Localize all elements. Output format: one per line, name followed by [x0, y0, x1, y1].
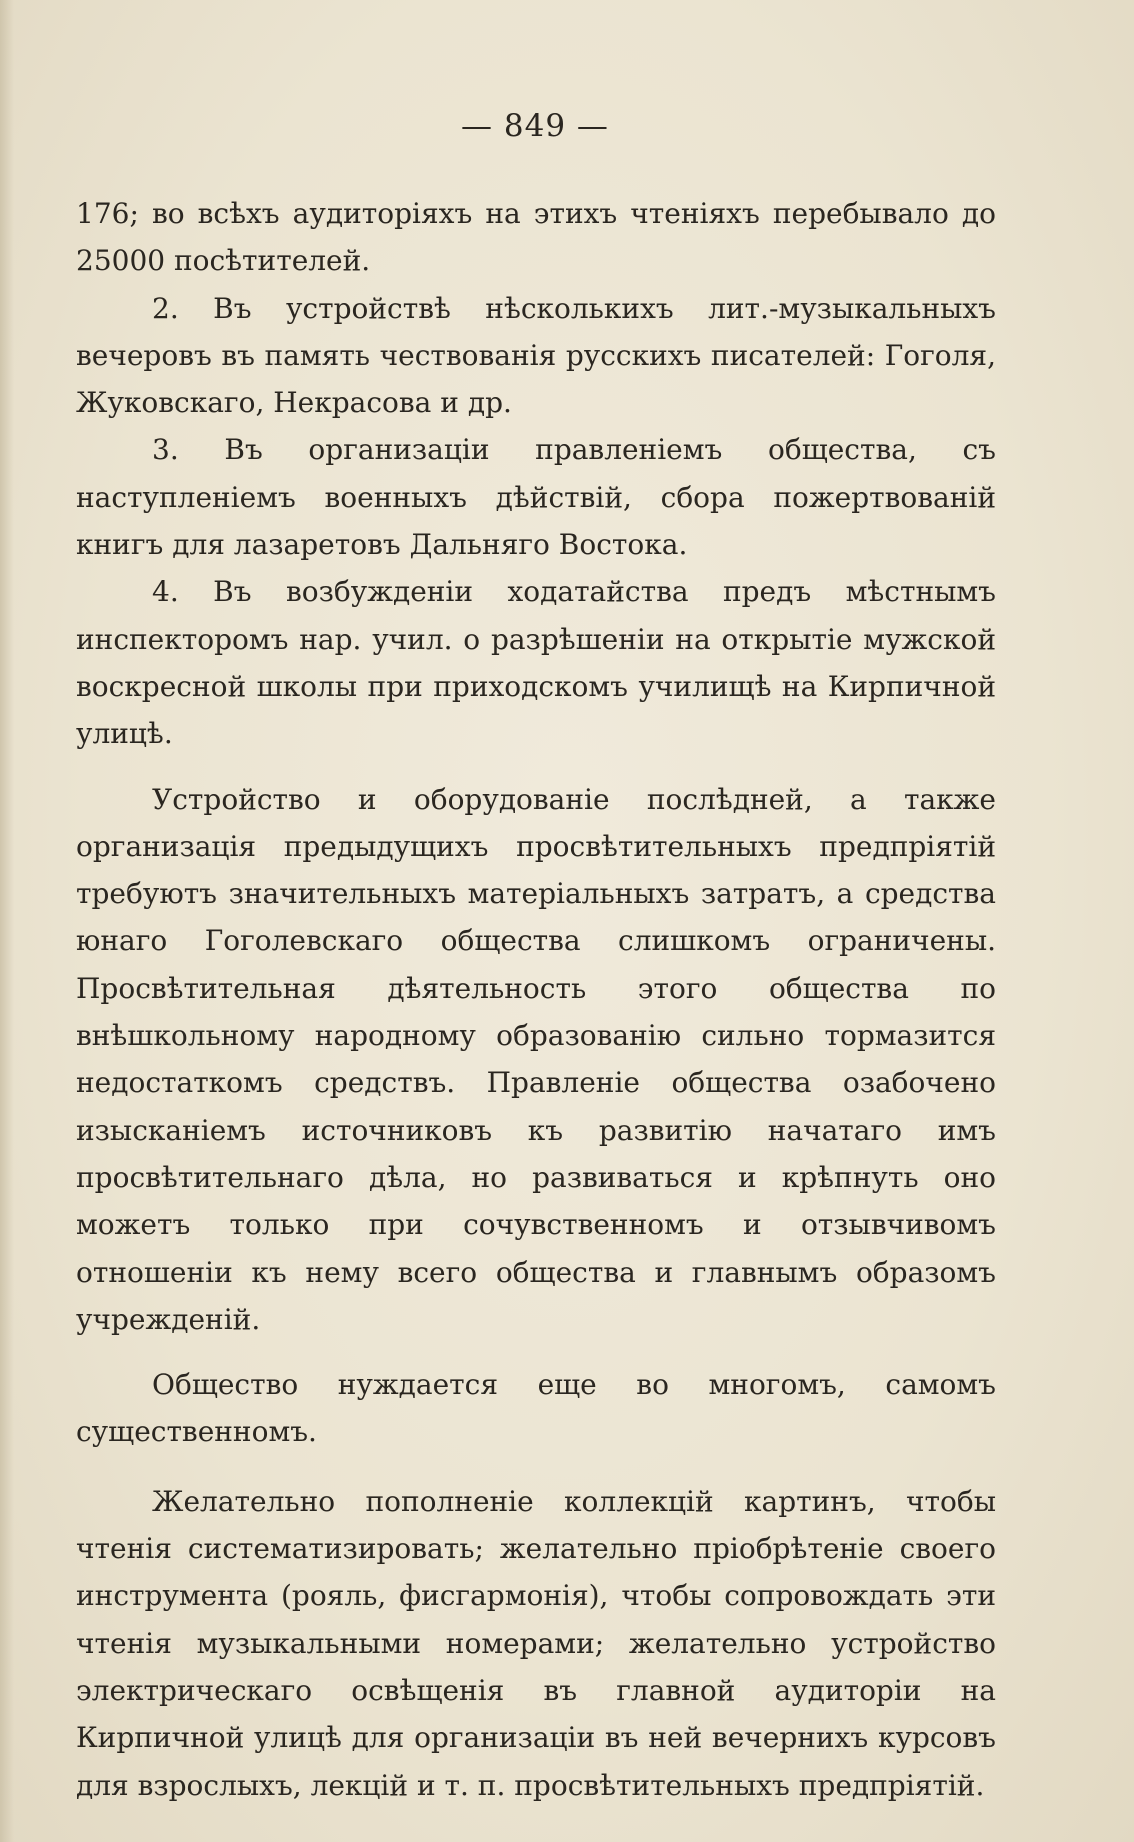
paragraph-item-3: 3. Въ организаціи правленіемъ общества, съ наступленіемъ военныхъ дѣйствій, сбора пожертвованій книгъ для лазаретовъ Дальняго Востока.: [76, 433, 996, 562]
paragraph-equipment: Устройство и оборудованіе послѣдней, а также организація предыдущихъ просвѣтительныхъ предпріятій требуютъ значительныхъ матеріальныхъ затратъ, а средства юнаго Гоголевскаго общества слишкомъ ограничены. Просвѣтительная дѣятельность этого общества по внѣшкольному народному образованію сильно тормазится недостаткомъ средствъ. Правленіе общества озабочено изысканіемъ источниковъ къ развитію начатаго имъ просвѣтительнаго дѣла, но развиваться и крѣпнуть оно можетъ только при сочувственномъ и отзывчивомъ отношеніи къ нему всего общества и главнымъ образомъ учрежденій.: [76, 782, 996, 1336]
page-number: — 849 —: [461, 108, 609, 144]
paragraph-needs: Общество нуждается еще во многомъ, самомъ существенномъ.: [76, 1368, 996, 1449]
paragraph-continuation: 176; во всѣхъ аудиторіяхъ на этихъ чтеніяхъ перебывало до 25000 посѣтителей.: [76, 197, 996, 278]
paragraph-item-2: 2. Въ устройствѣ нѣсколькихъ лит.-музыкальныхъ вечеровъ въ память чествованія русскихъ писателей: Гоголя, Жуковскаго, Некрасова и др.: [76, 291, 996, 420]
paragraph-wishes: Желательно пополненіе коллекцій картинъ, чтобы чтенія систематизировать; желательно пріобрѣтеніе своего инструмента (рояль, фисгармонія), чтобы сопровождать эти чтенія музыкальными номерами; желательно устройство электрическаго освѣщенія въ главной аудиторіи на Кирпичной улицѣ для организаціи въ ней вечернихъ курсовъ для взрослыхъ, лекцій и т. п. просвѣтительныхъ предпріятій.: [76, 1484, 996, 1802]
body-text: [76, 190, 996, 1809]
paragraph-item-4: 4. Въ возбужденіи ходатайства предъ мѣстнымъ инспекторомъ нар. учил. о разрѣшеніи на открытіе мужской воскресной школы при приходскомъ училищѣ на Кирпичной улицѣ.: [76, 575, 996, 751]
page-edge-shadow: [0, 0, 14, 1842]
